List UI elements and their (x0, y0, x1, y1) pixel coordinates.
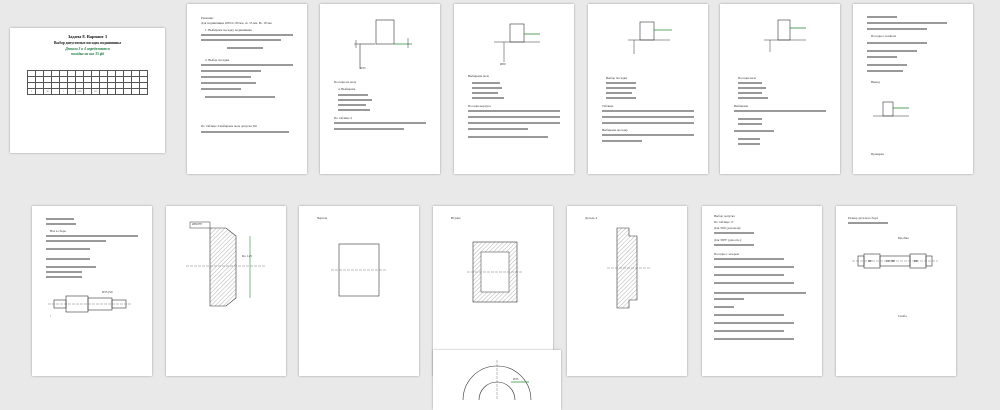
page-7-text-1: Посадка с натягом (871, 34, 897, 38)
text-line (606, 92, 632, 94)
page-1-cell-0: 3 (28, 89, 36, 95)
text-line (201, 70, 261, 72)
page-14-gauge-label-2: ПР НЕ (886, 259, 896, 263)
page-thumbnail-14[interactable] (836, 206, 956, 376)
text-line (738, 138, 760, 140)
text-line (338, 104, 366, 106)
page-6-text-1: Посадка вала (738, 76, 757, 80)
text-line (714, 266, 794, 268)
page-thumbnail-4[interactable] (454, 4, 574, 174)
text-line (738, 82, 762, 84)
page-13-line-4: Для 35H7 (для отв.): (714, 238, 742, 242)
page-4-text-2: Посадка корпуса (468, 104, 491, 108)
page-8-drawing (32, 206, 152, 376)
page-9-label-2: Ra 1.25 (242, 254, 252, 258)
page-1-cell-3: 0.05 (76, 89, 84, 95)
text-line (606, 87, 636, 89)
page-8-text-1: Вал в сборе (50, 229, 66, 233)
text-line (714, 282, 794, 284)
text-line (201, 34, 293, 36)
text-line (738, 92, 762, 94)
page-4-dim-label: Ø80 (500, 62, 506, 66)
page-thumbnail-6[interactable] (720, 4, 840, 174)
page-1-table (27, 70, 148, 95)
page-1-cell-4: 0.2 (92, 89, 100, 95)
page-14-skoba: Скоба (898, 314, 907, 318)
page-13-line-5: Посадка с зазором (714, 252, 740, 256)
page-1-title: Задача 8. Вариант 3 (67, 34, 108, 39)
text-line (227, 47, 263, 49)
text-line (602, 122, 694, 124)
page-3-text-1: Посадка на валу (334, 80, 357, 84)
page-3-text-3: По таблице 4 (334, 116, 352, 120)
text-line (468, 122, 560, 124)
text-line (738, 118, 762, 120)
text-line (468, 128, 528, 130)
page-5-text-3: Выбираем посадку (602, 128, 628, 132)
text-line (468, 110, 560, 112)
text-line (738, 143, 760, 145)
page-13-line-2: По таблице 17 (714, 220, 734, 224)
page-14-gauge-label-1: ПР (868, 259, 873, 263)
page-thumbnail-9[interactable] (166, 206, 286, 376)
page-1-subtitle: Выбор допустимых посадок подшипника (54, 41, 121, 45)
text-line (734, 110, 826, 112)
text-line (738, 97, 768, 99)
text-line (738, 87, 766, 89)
text-line (201, 76, 251, 78)
page-1-cell-1: 28 (44, 89, 52, 95)
page-thumbnail-7[interactable] (853, 4, 973, 174)
text-line (602, 140, 642, 142)
page-9-drawing (166, 206, 286, 376)
page-13-line-3: Для 35f6 (для вала): (714, 226, 742, 230)
page-14-gauge-label-3: НЕ (914, 259, 919, 263)
text-line (714, 306, 734, 308)
text-line (468, 116, 560, 118)
text-line (714, 330, 784, 332)
page-5-drawing (588, 4, 708, 174)
text-line (472, 82, 500, 84)
page-11-bullet: Втулка (451, 216, 461, 220)
text-line (714, 322, 794, 324)
page-9-label-1: Ø80 H7 (192, 222, 203, 226)
text-line (472, 87, 502, 89)
page-thumbnail-8[interactable] (32, 206, 152, 376)
text-line (602, 116, 694, 118)
text-line (201, 39, 281, 41)
page-2-conclusion: По таблице 4 выбираем поле допуска jS6 (201, 124, 257, 128)
text-line (334, 122, 426, 124)
text-line (602, 134, 694, 136)
page-thumbnail-1[interactable] (10, 28, 165, 153)
page-1-cell-2: 1 (60, 89, 68, 95)
text-line (334, 128, 404, 130)
page-8-dim-label: Ø35 jS6 (102, 290, 113, 294)
page-thumbnail-10[interactable] (299, 206, 419, 376)
text-line (201, 82, 256, 84)
page-1-green-line-2: посадки на вал 35 ф6 (70, 52, 105, 56)
text-line (734, 130, 774, 132)
text-line (714, 338, 794, 340)
page-2-item-2: 2. Выбор посадки (205, 58, 230, 62)
page-14-caption: Размер детали в сборе (848, 216, 879, 220)
page-14-probka: Пробка (898, 236, 909, 240)
page-thumbnail-15[interactable] (433, 350, 561, 410)
page-2-heading: Решение: (201, 16, 214, 20)
page-5-text-1: Выбор посадки (606, 76, 627, 80)
text-line (738, 123, 762, 125)
text-line (338, 99, 372, 101)
page-15-drawing (433, 350, 561, 410)
text-line (468, 136, 548, 138)
text-line (714, 274, 784, 276)
text-line (201, 88, 241, 90)
page-1-green-line: Детали 3 и 4 определяются (65, 47, 110, 51)
page-15-dim-label: Ø35 (513, 377, 519, 381)
page-thumbnail-12[interactable] (567, 206, 687, 376)
text-line (714, 298, 744, 300)
page-3-text-2: 4. Выбираем (338, 87, 356, 91)
page-14-gauge-drawing (836, 206, 956, 376)
page-4-drawing (454, 4, 574, 174)
page-7-drawing (853, 4, 973, 174)
text-line (472, 97, 504, 99)
text-line (714, 314, 784, 316)
text-line (714, 258, 784, 260)
page-3-dim-label: Ø35 (360, 66, 366, 70)
text-line (606, 97, 636, 99)
text-line (606, 82, 636, 84)
page-thumbnail-13[interactable] (702, 206, 822, 376)
page-6-text-2: Выбираем (734, 104, 749, 108)
page-4-text-1: Выбираем поле (468, 74, 490, 78)
text-line (714, 244, 754, 246)
page-10-bullet: Чертеж (317, 216, 328, 220)
page-12-drawing (567, 206, 687, 376)
text-line (205, 96, 275, 98)
text-line (714, 292, 806, 294)
page-5-text-2: Таблица (602, 104, 614, 108)
page-2-line-1: Для подшипника 208 D= 80 мм, d= 35 мм, B= 18 мм (201, 21, 272, 25)
page-12-bullet: Деталь 4 (585, 216, 597, 220)
page-thumbnail-3[interactable] (320, 4, 440, 174)
text-line (602, 110, 694, 112)
page-2-item-1: 1. Выбираем посадку подшипника (205, 28, 252, 32)
page-10-drawing (299, 206, 419, 376)
text-line (338, 109, 370, 111)
text-line (338, 94, 368, 96)
page-13-line-1: Выбор допуска (714, 214, 735, 218)
text-line (714, 232, 754, 234)
text-line (472, 92, 498, 94)
text-line (201, 64, 293, 66)
page-7-text-3: Проверка (871, 152, 884, 156)
page-6-drawing (720, 4, 840, 174)
page-thumbnail-2[interactable] (187, 4, 307, 174)
page-8-bullet: • (50, 314, 52, 318)
page-7-text-2: Вывод (871, 80, 880, 84)
page-thumbnail-5[interactable] (588, 4, 708, 174)
text-line (201, 131, 289, 133)
